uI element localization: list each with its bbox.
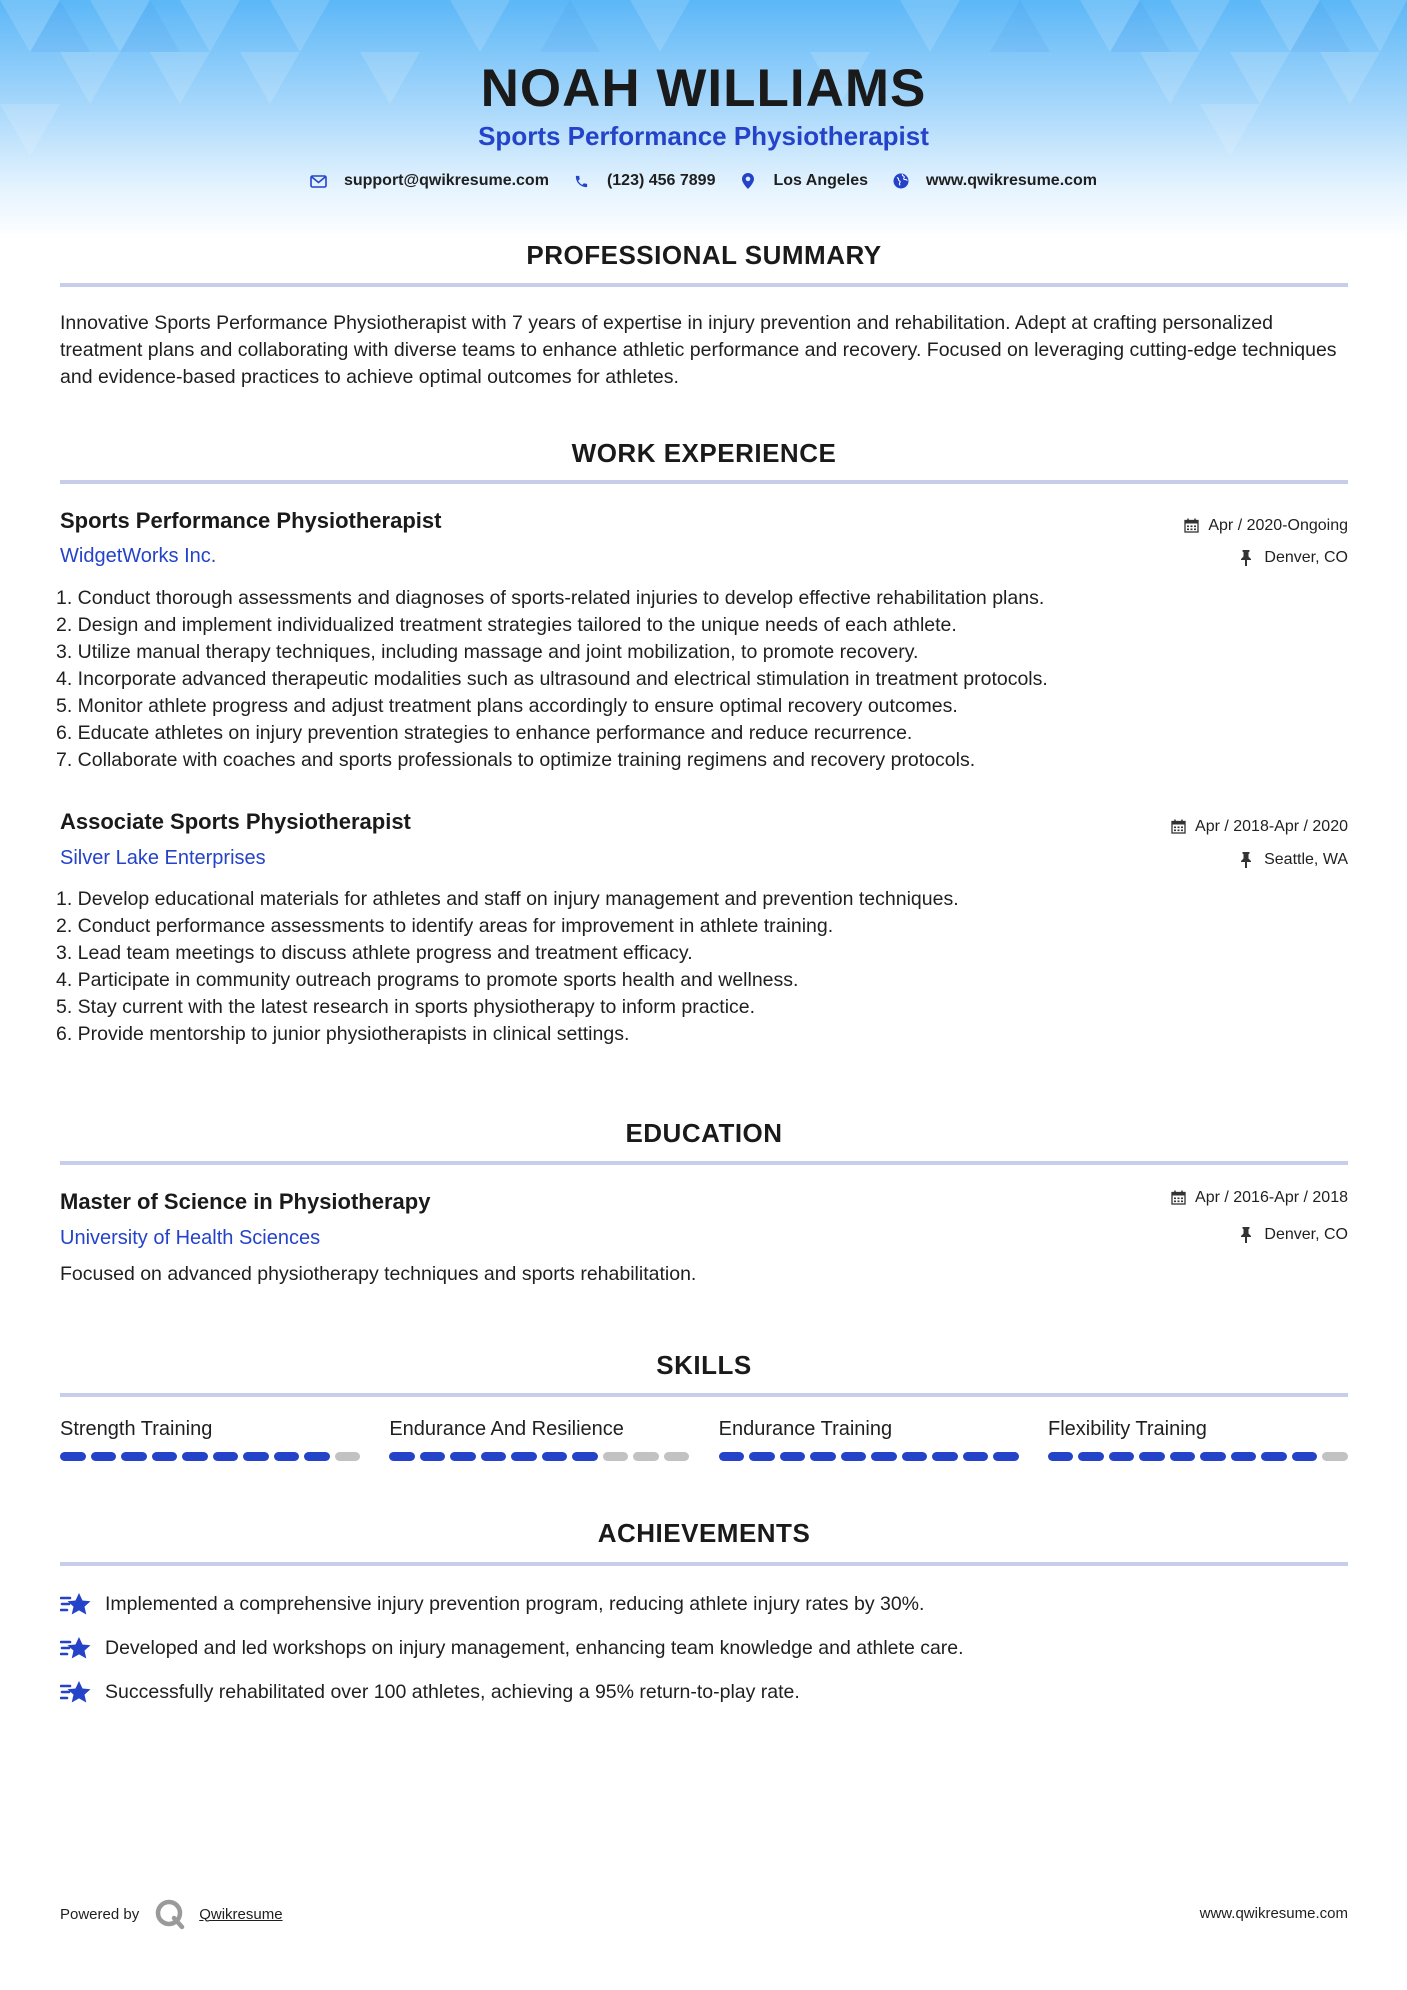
summary-text: Innovative Sports Performance Physiotherapist with 7 years of expertise in injury prevention and rehabilitation. Adept at crafting personalized treatment plans and collaborating with diverse teams to enhance athletic performance and recovery. Focused on leveraging cutting-edge techniques and evidence-based practices to achieve optimal outcomes for athletes. xyxy=(60,312,1337,388)
education-degree: Master of Science in Physiotherapy xyxy=(60,1189,431,1214)
skill-segment xyxy=(841,1452,867,1461)
list-item: 3. Lead team meetings to discuss athlete progress and treatment efficacy. xyxy=(56,942,693,964)
list-item: 3. Utilize manual therapy techniques, including massage and joint mobilization, to promote recovery. xyxy=(56,641,919,663)
skill-segment xyxy=(719,1452,745,1461)
brand-link[interactable]: Qwikresume xyxy=(199,1905,283,1923)
skill-segment xyxy=(121,1452,147,1461)
achievement-text: Successfully rehabilitated over 100 athletes, achieving a 95% return-to-play rate. xyxy=(105,1680,800,1703)
skill-segment xyxy=(1139,1452,1165,1461)
skill-segment xyxy=(603,1452,629,1461)
achievements-heading: ACHIEVEMENTS xyxy=(597,1518,811,1548)
education-dates xyxy=(1171,1189,1348,1207)
skill-segment xyxy=(542,1452,568,1461)
list-item: 7. Collaborate with coaches and sports professionals to optimize training regimens and recovery protocols. xyxy=(56,749,976,771)
achievement-item xyxy=(60,1678,800,1706)
contact-website[interactable] xyxy=(892,172,1097,190)
list-item: 1. Conduct thorough assessments and diagnoses of sports-related injuries to develop effective rehabilitation plans. xyxy=(56,587,1045,609)
list-item: 6. Educate athletes on injury prevention strategies to enhance performance and reduce recurrence. xyxy=(56,722,913,744)
calendar-icon xyxy=(1171,1190,1187,1206)
skill-segment xyxy=(511,1452,537,1461)
job-1-dates-text: Apr / 2020-Ongoing xyxy=(1208,517,1348,534)
candidate-name: NOAH WILLIAMS xyxy=(480,59,927,118)
skill-segment xyxy=(389,1452,415,1461)
contact-phone[interactable] xyxy=(573,172,716,190)
map-pin-icon xyxy=(739,172,757,190)
skill-segment xyxy=(932,1452,958,1461)
skills-heading: SKILLS xyxy=(656,1350,752,1380)
job-2-bullets xyxy=(56,886,1356,1048)
skill-segment xyxy=(1170,1452,1196,1461)
skill-segment xyxy=(1292,1452,1318,1461)
skill-segment xyxy=(60,1452,86,1461)
triangle-pattern xyxy=(0,0,1407,240)
job-2-location xyxy=(1240,851,1348,869)
envelope-icon xyxy=(310,172,328,190)
skill-segment xyxy=(1109,1452,1135,1461)
contact-email-text: support@qwikresume.com xyxy=(343,172,549,189)
skill-segment xyxy=(420,1452,446,1461)
phone-icon xyxy=(573,172,591,190)
shooting-star-icon xyxy=(60,1678,92,1706)
achievement-text: Implemented a comprehensive injury prevention program, reducing athlete injury rates by 30%. xyxy=(105,1592,925,1615)
job-2-location-text: Seattle, WA xyxy=(1264,851,1348,868)
skills-list xyxy=(60,1418,1348,1461)
pushpin-icon xyxy=(1240,852,1256,868)
globe-icon xyxy=(892,172,910,190)
education-location xyxy=(1240,1226,1348,1244)
skill-segment xyxy=(1048,1452,1074,1461)
pushpin-icon xyxy=(1240,1227,1256,1243)
education-divider xyxy=(60,1161,1348,1165)
skill-bar xyxy=(719,1452,1019,1461)
skill-segment xyxy=(1200,1452,1226,1461)
powered-by-label: Powered by xyxy=(60,1905,140,1923)
skills-divider xyxy=(60,1393,1348,1397)
skill-segment xyxy=(963,1452,989,1461)
skill-segment xyxy=(1078,1452,1104,1461)
job-2-company: Silver Lake Enterprises xyxy=(60,847,266,869)
education-description: Focused on advanced physiotherapy techniques and sports rehabilitation. xyxy=(60,1263,697,1285)
list-item: 4. Participate in community outreach programs to promote sports health and wellness. xyxy=(56,969,799,991)
contact-location-text: Los Angeles xyxy=(773,172,869,189)
skill-segment xyxy=(749,1452,775,1461)
skill-item xyxy=(1048,1418,1348,1461)
job-1-location xyxy=(1240,549,1348,567)
skill-name: Endurance Training xyxy=(718,1418,893,1440)
pushpin-icon xyxy=(1240,550,1256,566)
skill-segment xyxy=(780,1452,806,1461)
achievement-item xyxy=(60,1634,964,1662)
skill-segment xyxy=(993,1452,1019,1461)
skill-segment xyxy=(91,1452,117,1461)
calendar-icon xyxy=(1184,518,1200,534)
header-background xyxy=(0,0,1407,240)
job-1-bullets xyxy=(56,585,1356,774)
skill-segment xyxy=(152,1452,178,1461)
list-item: 1. Develop educational materials for athletes and staff on injury management and prevention techniques. xyxy=(56,888,959,910)
skill-name: Flexibility Training xyxy=(1047,1418,1207,1440)
contact-website-text: www.qwikresume.com xyxy=(926,172,1098,189)
skill-segment xyxy=(572,1452,598,1461)
skill-item xyxy=(719,1418,1019,1461)
job-1-title: Sports Performance Physiotherapist xyxy=(60,508,442,533)
skill-name: Endurance And Resilience xyxy=(389,1418,624,1440)
contact-bar xyxy=(0,172,1407,190)
education-location-text: Denver, CO xyxy=(1264,1226,1348,1243)
list-item: 5. Stay current with the latest research in sports physiotherapy to inform practice. xyxy=(56,996,756,1018)
summary-divider xyxy=(60,283,1348,287)
job-1-company: WidgetWorks Inc. xyxy=(60,545,217,567)
achievements-divider xyxy=(60,1562,1348,1566)
skill-item xyxy=(60,1418,360,1461)
skill-segment xyxy=(213,1452,239,1461)
skill-segment xyxy=(243,1452,269,1461)
skill-segment xyxy=(1231,1452,1257,1461)
job-2-dates xyxy=(1171,818,1348,836)
education-school: University of Health Sciences xyxy=(60,1227,321,1249)
skill-segment xyxy=(810,1452,836,1461)
contact-phone-text: (123) 456 7899 xyxy=(606,172,716,189)
contact-email[interactable] xyxy=(310,172,549,190)
list-item: 5. Monitor athlete progress and adjust treatment plans accordingly to ensure optimal recovery outcomes. xyxy=(56,695,958,717)
list-item: 2. Design and implement individualized treatment strategies tailored to the unique needs of each athlete. xyxy=(56,614,957,636)
shooting-star-icon xyxy=(60,1590,92,1618)
skill-segment xyxy=(633,1452,659,1461)
skill-segment xyxy=(1261,1452,1287,1461)
education-dates-text: Apr / 2016-Apr / 2018 xyxy=(1195,1189,1348,1206)
experience-heading: WORK EXPERIENCE xyxy=(571,438,837,468)
summary-heading: PROFESSIONAL SUMMARY xyxy=(526,240,882,270)
skill-segment xyxy=(871,1452,897,1461)
skill-bar xyxy=(60,1452,360,1461)
job-2-title: Associate Sports Physiotherapist xyxy=(60,809,411,834)
achievement-text: Developed and led workshops on injury management, enhancing team knowledge and athlete care. xyxy=(105,1636,964,1659)
skill-segment xyxy=(335,1452,361,1461)
skill-segment xyxy=(450,1452,476,1461)
list-item: 2. Conduct performance assessments to identify areas for improvement in athlete training. xyxy=(56,915,834,937)
skill-segment xyxy=(902,1452,928,1461)
job-1-location-text: Denver, CO xyxy=(1264,549,1348,566)
footer-website[interactable]: www.qwikresume.com xyxy=(1199,1905,1348,1922)
qwikresume-logo-icon xyxy=(154,1898,186,1930)
list-item: 6. Provide mentorship to junior physiotherapists in clinical settings. xyxy=(56,1023,630,1045)
skill-bar xyxy=(389,1452,689,1461)
skill-item xyxy=(389,1418,689,1461)
calendar-icon xyxy=(1171,819,1187,835)
skill-segment xyxy=(182,1452,208,1461)
education-heading: EDUCATION xyxy=(625,1118,783,1148)
skill-segment xyxy=(481,1452,507,1461)
achievement-item xyxy=(60,1590,924,1618)
candidate-role: Sports Performance Physiotherapist xyxy=(478,121,929,151)
footer-powered-by xyxy=(60,1898,283,1930)
list-item: 4. Incorporate advanced therapeutic modalities such as ultrasound and electrical stimulation in treatment protocols. xyxy=(56,668,1048,690)
shooting-star-icon xyxy=(60,1634,92,1662)
skill-segment xyxy=(304,1452,330,1461)
experience-divider xyxy=(60,480,1348,484)
job-1-dates xyxy=(1184,517,1348,535)
contact-location xyxy=(739,172,868,190)
job-2-dates-text: Apr / 2018-Apr / 2020 xyxy=(1195,818,1348,835)
skill-segment xyxy=(274,1452,300,1461)
skill-segment xyxy=(1322,1452,1348,1461)
skill-segment xyxy=(664,1452,690,1461)
skill-bar xyxy=(1048,1452,1348,1461)
skill-name: Strength Training xyxy=(60,1418,213,1440)
